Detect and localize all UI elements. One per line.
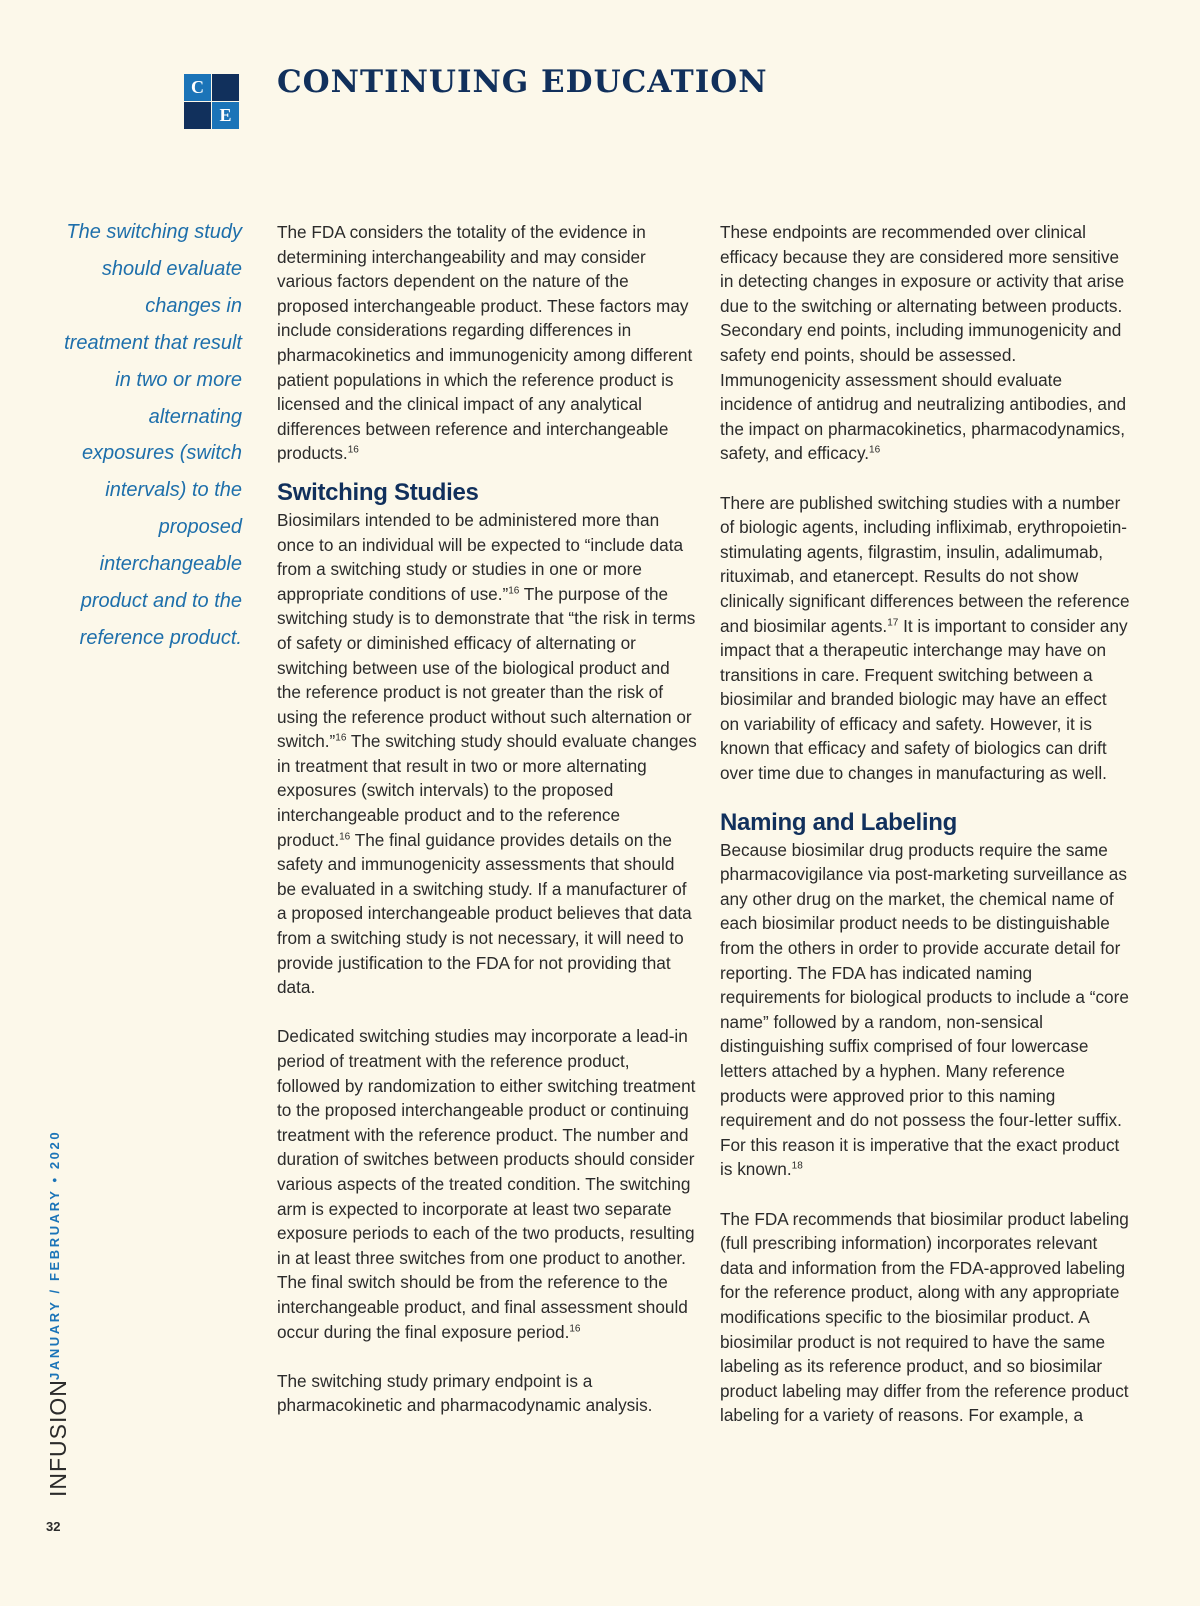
citation-ref: 16 — [347, 444, 359, 456]
citation-ref: 16 — [339, 830, 351, 842]
ce-logo — [184, 74, 240, 130]
citation-ref: 16 — [869, 444, 881, 456]
pull-quote: The switching study should evaluate changes in treatment that result in two or more alternating exposures (switch intervals) to the proposed interchangeable product and to the reference product. — [64, 221, 242, 649]
citation-ref: 18 — [791, 1160, 803, 1172]
subheading-naming-labeling: Naming and Labeling — [720, 808, 957, 836]
citation-ref: 16 — [508, 584, 520, 596]
text-column-left — [277, 220, 697, 1418]
paragraph: The switching study primary endpoint is a pharmacokinetic and pharmacodynamic analysis. — [277, 1370, 653, 1416]
citation-ref: 16 — [335, 732, 347, 744]
page-number: 32 — [46, 1519, 61, 1534]
logo-block-dark — [212, 74, 239, 101]
text-column-right — [720, 220, 1130, 1428]
paragraph: There are published switching studies with a number of biologic agents, including infliximab, erythropoietin-stimulating agents, filgrastim, insulin, adalimumab, rituximab, and etanercept. Results do not show clinically significant differences between the reference and biosimilar agents.$^{17}$ It is important to consider any impact that a therapeutic interchange may have on transitions in care. Frequent switching between a biosimilar and branded biologic may have an effect on variability of efficacy and safety. However, it is known that efficacy and safety of biologics can drift over time due to changes in manufacturing as well. — [720, 492, 1130, 784]
section-title: CONTINUING EDUCATION — [277, 64, 768, 100]
citation-ref: 16 — [569, 1322, 581, 1334]
paragraph: Because biosimilar drug products require the same pharmacovigilance via post-marketing surveillance as any other drug on the market, the chemical name of each biosimilar product needs to be distinguishable from the others in order to provide accurate detail for reporting. The FDA has indicated naming requirements for biological products to include a “core name” followed by a random, non-sensical distinguishing suffix comprised of four lowercase letters attached by a hyphen. Many reference products were approved prior to this naming requirement and do not possess the four-letter suffix. For this reason it is imperative that the exact product is known.$^{18}$ — [720, 839, 1129, 1180]
paragraph: The FDA considers the totality of the evidence in determining interchangeability and may consider various factors dependent on the nature of the proposed interchangeable product. These factors may include considerations regarding differences in pharmacokinetics and immunogenicity among different patient populations in which the reference product is licensed and the clinical impact of any analytical differences between reference and interchangeable products.$^{16}$ — [277, 222, 693, 464]
logo-letter-c: C — [184, 74, 211, 101]
paragraph: These endpoints are recommended over clinical efficacy because they are considered more sensitive in detecting changes in exposure or activity that arise due to the switching or alternating between products. Secondary end points, including immunogenicity and safety end points, should be assessed. Immunogenicity assessment should evaluate incidence of antidrug and neutralizing antibodies, and the impact on pharmacokinetics, pharmacodynamics, safety, and efficacy.$^{16}$ — [720, 222, 1127, 464]
paragraph: The FDA recommends that biosimilar product labeling (full prescribing information) incorporates relevant data and information from the FDA-approved labeling for the reference product, along with any appropriate modifications specific to the biosimilar product. A biosimilar product is not required to have the same labeling as its reference product, and so biosimilar product labeling may differ from the reference product labeling for a variety of reasons. For example, a — [720, 1208, 1129, 1426]
subheading-switching-studies: Switching Studies — [277, 478, 479, 506]
paragraph: Dedicated switching studies may incorporate a lead-in period of treatment with the reference product, followed by randomization to either switching treatment to the proposed interchangeable product or continuing treatment with the reference product. The number and duration of switches between products should consider various aspects of the treated condition. The switching arm is expected to incorporate at least two separate exposure periods to each of the two products, resulting in at least three switches from one product to another. The final switch should be from the reference to the interchangeable product, and final assessment should occur during the final exposure period.$^{16}$ — [277, 1026, 696, 1342]
logo-block-dark — [184, 102, 211, 129]
issue-date: JANUARY / FEBRUARY • 2020 — [47, 1129, 62, 1380]
paragraph: Biosimilars intended to be administered more than once to an individual will be expected to “include data from a switching study or studies in one or more appropriate conditions of use.”$^{16}$ The purpose of the switching study is to demonstrate that “the risk in terms of safety or diminished efficacy of alternating or switching between use of the biological product and the reference product is not greater than the risk of using the reference product without such alternation or switch.”$^{16}$ The switching study should evaluate changes in treatment that result in two or more alternating exposures (switch intervals) to the proposed interchangeable product and to the reference product.$^{16}$ The final guidance provides details on the safety and immunogenicity assessments that should be evaluated in a switching study. If a manufacturer of a proposed interchangeable product believes that data from a switching study is not necessary, it will need to provide justification to the FDA for not providing that data. — [277, 509, 697, 998]
logo-letter-e: E — [212, 102, 239, 129]
magazine-name: INFUSION — [45, 1379, 71, 1497]
citation-ref: 17 — [887, 616, 899, 628]
